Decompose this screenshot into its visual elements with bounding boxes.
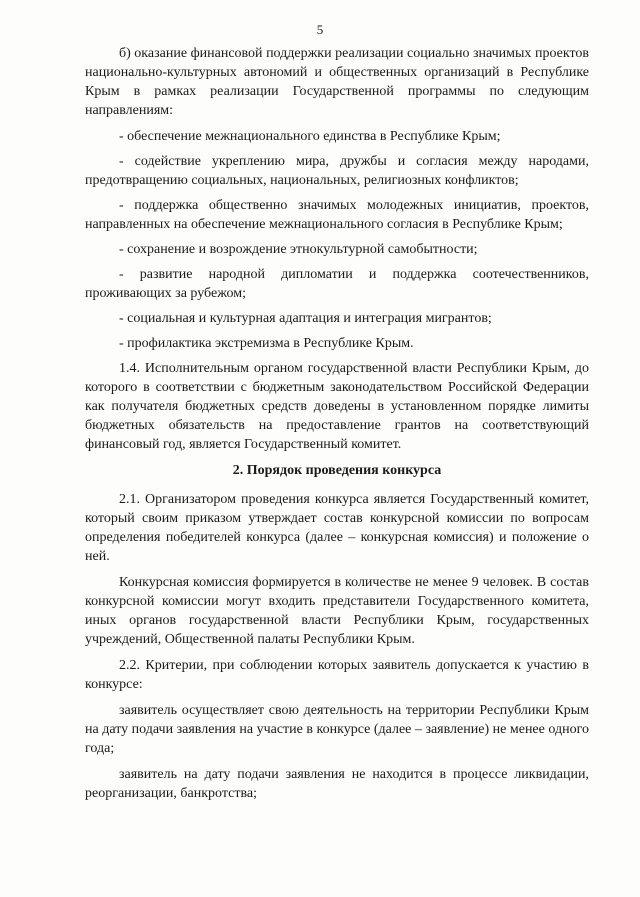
criterion-item: заявитель на дату подачи заявления не находится в процессе ликвидации, реорганизации, банкротства; bbox=[85, 767, 589, 801]
paragraph-1b: б) оказание финансовой поддержки реализации социально значимых проектов национально-культурных автономий и общественных организаций в Республике Крым в рамках реализации Государственной программы по следующим направлениям: bbox=[85, 46, 589, 118]
bullet-item: - поддержка общественно значимых молодежных инициатив, проектов, направленных на обеспечение межнационального согласия в Республике Крым; bbox=[85, 198, 589, 232]
paragraph-2-1: 2.1. Организатором проведения конкурса является Государственный комитет, который своим приказом утверждает состав конкурсной комиссии по вопросам определения победителей конкурса (далее – конкурсная комиссия) и положение о ней. bbox=[85, 492, 589, 564]
document-body bbox=[85, 44, 589, 810]
page-number: 5 bbox=[316, 22, 324, 37]
bullet-item: - социальная и культурная адаптация и интеграция мигрантов; bbox=[119, 311, 492, 326]
paragraph-2-2: 2.2. Критерии, при соблюдении которых заявитель допускается к участию в конкурсе: bbox=[85, 658, 589, 692]
criterion-item: заявитель осуществляет свою деятельность на территории Республики Крым на дату подачи заявления на участие в конкурсе (далее – заявление) не менее одного года; bbox=[85, 703, 589, 756]
section-heading: 2. Порядок проведения конкурса bbox=[232, 463, 442, 478]
paragraph-1-4: 1.4. Исполнительным органом государственной власти Республики Крым, до которого в соответствии с бюджетным законодательством Российской Федерации как получателя бюджетных средств доведены в установленном порядке лимиты бюджетных обязательств на предоставление грантов на соответствующий финансовый год, является Государственный комитет. bbox=[85, 361, 589, 452]
paragraph-2-1-commission: Конкурсная комиссия формируется в количестве не менее 9 человек. В состав конкурсной комиссии могут входить представители Государственного комитета, иных органов государственной власти Республики Крым, государственных учреждений, Общественной палаты Республики Крым. bbox=[85, 575, 589, 647]
bullet-item: - содействие укреплению мира, дружбы и согласия между народами, предотвращению социальных, национальных, религиозных конфликтов; bbox=[85, 154, 589, 188]
bullet-item: - развитие народной дипломатии и поддержка соотечественников, проживающих за рубежом; bbox=[85, 267, 589, 301]
bullet-item: - профилактика экстремизма в Республике Крым. bbox=[119, 336, 414, 351]
bullet-item: - сохранение и возрождение этнокультурной самобытности; bbox=[119, 242, 478, 257]
bullet-item: - обеспечение межнационального единства в Республике Крым; bbox=[119, 129, 501, 144]
